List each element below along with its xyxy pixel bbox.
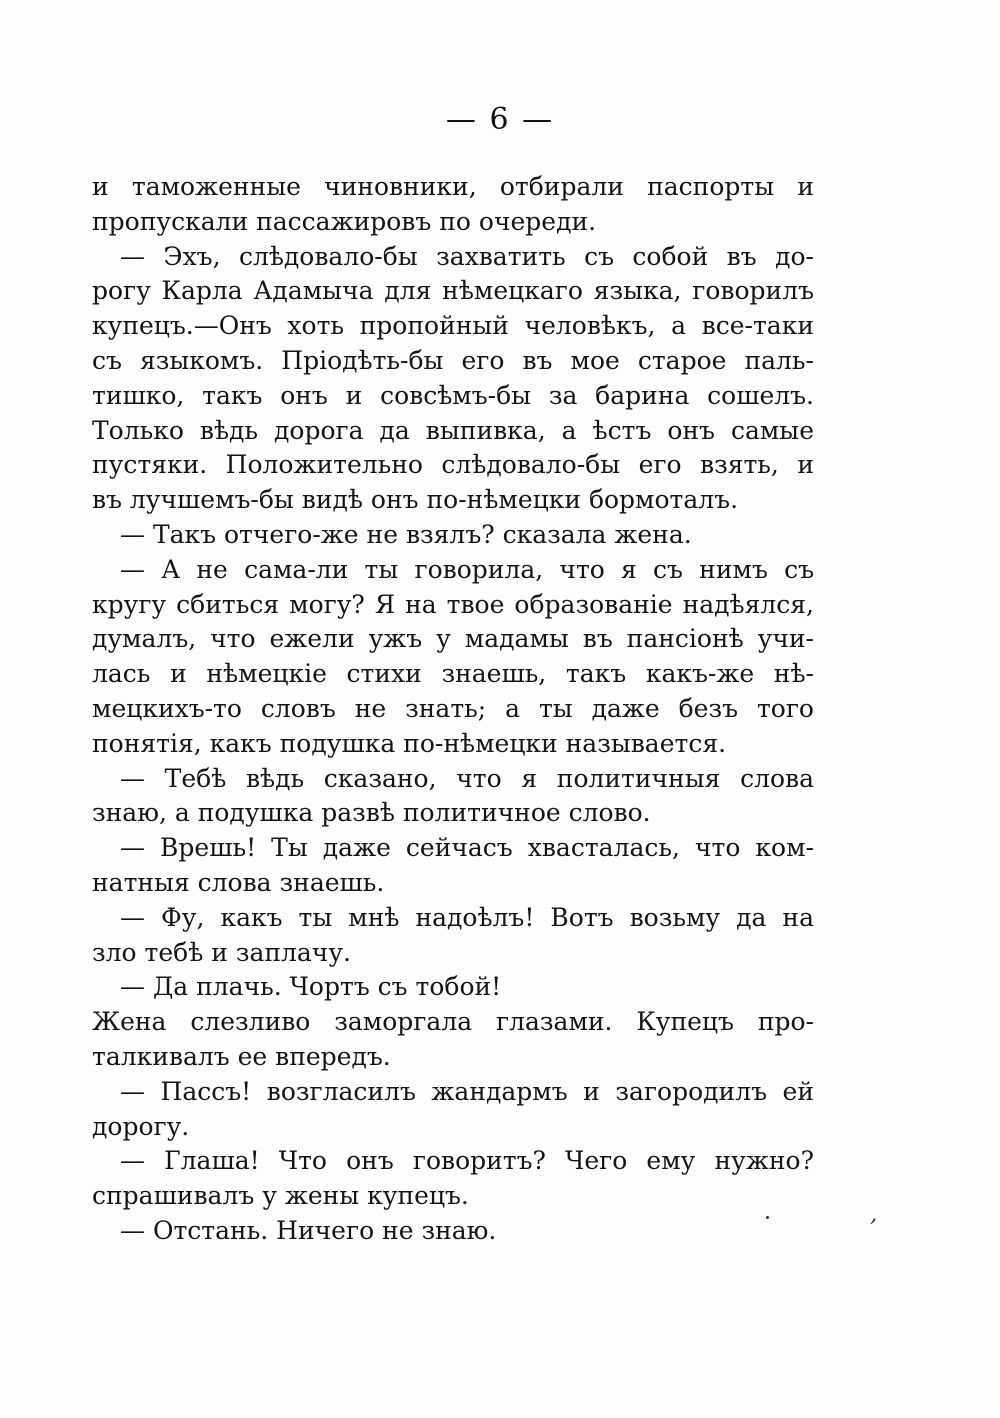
text-line: — Глаша! Что онъ говоритъ? Чего ему нужно? (120, 1146, 814, 1176)
text-line: — Отстань. Ничего не знаю. (120, 1215, 497, 1245)
page-number: — 6 — (445, 102, 555, 137)
text-line: съ языкомъ. Пріодѣть-бы его въ мое старое паль- (92, 345, 814, 375)
text-line: пропускали пассажировъ по очереди. (92, 206, 597, 236)
ink-speck (766, 1216, 769, 1219)
text-line: — А не сама-ли ты говорила, что я съ нимъ съ (120, 554, 814, 584)
text-line: натныя слова знаешь. (92, 867, 385, 897)
text-line: Жена слезливо заморгала глазами. Купецъ про- (92, 1007, 814, 1037)
text-line: зло тебѣ и заплачу. (92, 937, 351, 967)
text-line: — Фу, какъ ты мнѣ надоѣлъ! Вотъ возьму да на (120, 902, 814, 932)
text-line: тишко, такъ онъ и совсѣмъ-бы за барина сошелъ. (92, 380, 814, 410)
text-line: мецкихъ-то словъ не знать; а ты даже безъ того (92, 693, 814, 723)
text-line: лась и нѣмецкіе стихи знаешь, такъ какъ-же нѣ- (92, 659, 814, 689)
text-line: — Пассъ! возгласилъ жандармъ и загородилъ ей (120, 1076, 814, 1106)
text-line: и таможенные чиновники, отбирали паспорты и (92, 172, 814, 201)
text-line: — Такъ отчего-же не взялъ? сказала жена. (120, 519, 692, 549)
text-line: пустяки. Положительно слѣдовало-бы его взять, и (92, 450, 814, 480)
text-line: — Да плачь. Чортъ съ тобой! (120, 972, 502, 1002)
ink-mark: , (868, 1202, 883, 1227)
text-line: — Эхъ, слѣдовало-бы захватить съ собой въ до- (120, 241, 814, 271)
body-text (92, 170, 814, 1249)
text-line: талкивалъ ее впередъ. (92, 1041, 391, 1071)
text-line: купецъ.—Онъ хоть пропойный человѣкъ, а все-таки (92, 311, 814, 341)
text-line: спрашивалъ у жены купецъ. (92, 1181, 469, 1211)
text-line: знаю, а подушка развѣ политичное слово. (92, 798, 651, 828)
text-line: — Врешь! Ты даже сейчасъ хвасталась, что ком- (120, 833, 814, 863)
text-line: понятія, какъ подушка по-нѣмецки называется. (92, 728, 727, 758)
text-line: кругу сбиться могу? Я на твое образованіе надѣялся, (92, 589, 814, 619)
text-line: думалъ, что ежели ужъ у мадамы въ пансіонѣ учи- (92, 624, 814, 654)
text-line: — Тебѣ вѣдь сказано, что я политичныя слова (120, 763, 814, 793)
text-line: рогу Карла Адамыча для нѣмецкаго языка, говорилъ (92, 276, 814, 306)
text-line: въ лучшемъ-бы видѣ онъ по-нѣмецки бормоталъ. (92, 485, 739, 515)
text-line: дорогу. (92, 1111, 190, 1141)
text-line: Только вѣдь дорога да выпивка, а ѣстъ онъ самые (92, 415, 814, 445)
